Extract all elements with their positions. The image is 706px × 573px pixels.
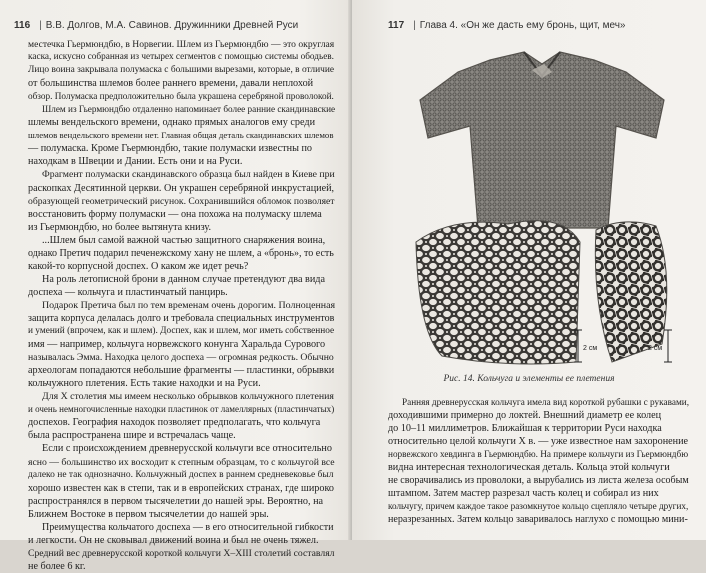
text-line: неразрезанных. Затем кольцо заваривалось наглухо с помощью мини- (388, 514, 688, 526)
scale-label-1: 2 см (583, 345, 598, 352)
text-line: раскопках Десятинной церкви. Он украшен серебряной инкрустацией, (28, 182, 335, 194)
text-line: однако Претич подарил печенежскому хану не шлем, а «бронь», то есть (28, 247, 334, 259)
text-line: Для X столетия мы имеем несколько обрывков кольчужного плетения (42, 391, 334, 403)
text-line: Ближнем Востоке в первом тысячелетии до нашей эры. (28, 508, 269, 520)
text-line: — полумаска. Кроме Гьермюндбю, такие полумаски известны по (28, 143, 313, 155)
text-line: называлась Эмма. Находка целого доспеха — огромная редкость. Обычно (28, 352, 334, 364)
text-line: защита корпуса делалась долго и требовала специальных инструментов (28, 312, 335, 324)
text-line: ...Шлем был самой важной частью защитного снаряжения воина, (42, 234, 326, 246)
text-line: не более 6 кг. (28, 560, 86, 572)
text-line: восстановить форму полумаски — она похожа на полумаску шлема (28, 208, 322, 220)
text-line: шлемы вендельского времени, однако прямых аналогов ему среди (28, 117, 316, 129)
text-line: доспехов. География находок позволяет предполагать, что кольчуга (28, 417, 321, 429)
text-line: видна интересная технологическая деталь. Кольца этой кольчуги (388, 462, 670, 474)
text-line: кольчужного плетения. Есть такие находки и на Руси. (28, 378, 261, 390)
left-body-text (28, 38, 334, 573)
text-line: доспеха — кольчуга и пластинчатый панцирь. (28, 286, 228, 298)
text-line: и очень немногочисленные находки пластинок от ламеллярных (пластинчатых) (28, 404, 335, 415)
text-line: имя — например, кольчуга норвежского конунга Харальда Сурового (28, 339, 326, 351)
text-line: кольчугу, причем каждое такое разомкнутое кольцо сцепляло четыре других, (388, 501, 689, 512)
text-line: далеко не так однозначно. Кольчужный доспех в раннем средневековье был (28, 469, 334, 480)
right-running-header: 117 | Глава 4. «Он же дасть ему бронь, щит, меч» (388, 20, 626, 31)
text-line: Лицо воина закрывала полумаска с большими вырезами, которые, в отличие (28, 65, 335, 76)
text-line: распространялся в первом тысячелетии до нашей эры. Вероятно, на (28, 495, 324, 507)
text-line: каска, искусно собранная из четырех сегментов с помощью системы ободьев. (28, 52, 334, 63)
text-line: норвежского хевдинга в Гьермюндбю. На примере кольчуги из Гьермюндбю (388, 449, 689, 460)
figure-caption: Рис. 14. Кольчуга и элементы ее плетения (443, 374, 615, 384)
right-running-head: Глава 4. «Он же дасть ему бронь, щит, меч» (419, 20, 626, 31)
text-line: ясно — большинство их восходит к степным образцам, то с кольчугой все (28, 456, 335, 468)
text-line: археологам попадаются небольшие фрагменты — пластинки, обрывки (28, 365, 335, 377)
text-line: хорошо известен как в степи, так и в европейских странах, где широко (28, 482, 334, 494)
text-line: до 10–11 миллиметров. Ближайшая к территории Руси находка (388, 423, 662, 435)
left-running-header: 116 | В.В. Долгов, М.А. Савинов. Дружинники Древней Руси (14, 20, 299, 31)
text-line: от большинства шлемов более раннего времени, давали неплохой (28, 78, 314, 90)
right-page (352, 0, 706, 540)
text-line: находкам в Швеции и Дании. Есть они и на Руси. (28, 156, 243, 168)
text-line: шлемов вендельского времени нет. Главная общая деталь скандинавских шлемов (28, 130, 334, 141)
text-line: Если с происхождением древнерусской кольчуги все относительно (42, 443, 332, 455)
text-line: какой-то корпусной доспех. О каком же идет речь? (28, 260, 249, 272)
right-body-text (388, 396, 688, 526)
text-line: местечка Гьермюндбю, в Норвегии. Шлем из Гьермюндбю — это округлая (28, 39, 335, 50)
text-line: штампом. Затем мастер разрезал часть колец и собирал из них (388, 488, 659, 500)
text-line: Средний вес древнерусской короткой кольчуги X–XIII столетий составлял (28, 547, 335, 559)
chainmail-shirt-image (412, 42, 672, 232)
text-line: не сворачивались из проволоки, а вырубались из листа железа особым (388, 475, 689, 487)
chainmail-weave-details (412, 212, 682, 370)
text-line: Преимущества кольчатого доспеха — в его относительной гибкости (42, 521, 334, 533)
text-line: доходившими примерно до локтей. Внешний диаметр ее колец (388, 410, 662, 422)
text-line: Подарок Претича был по тем временам очень дорогим. Полноценная (42, 299, 336, 311)
left-page (0, 0, 352, 572)
text-line: была распространена шире и встречалась чаще. (28, 430, 236, 442)
left-page-number: 116 (14, 20, 31, 31)
text-line: Фрагмент полумаски скандинавского образца был найден в Киеве при (42, 169, 335, 181)
text-line: Шлем из Гьермюндбю отдаленно напоминает более ранние скандинавские (42, 104, 336, 115)
text-line: На роль летописной брони в данном случае претендуют два вида (42, 273, 325, 285)
scale-label-2: 2 см (648, 345, 663, 352)
right-page-number: 117 (388, 20, 405, 31)
text-line: Ранняя древнерусская кольчуга имела вид короткой рубашки с рукавами, (402, 397, 690, 407)
text-line: и умений (впрочем, как и шлем). Доспех, как и шлем, мог иметь собственное (28, 326, 335, 337)
text-line: образующей геометрический рисунок. Сохранившийся обломок позволяет (28, 195, 335, 207)
text-line: и легкости. Он не сковывал движений воина и был не очень тяжел. (28, 534, 319, 546)
text-line: относительно целой кольчуги X в. — уже известное нам захоронение (388, 436, 689, 448)
left-running-head: В.В. Долгов, М.А. Савинов. Дружинники Древней Руси (45, 20, 299, 31)
text-line: обзор. Полумаска предположительно была украшена серебряной проволокой. (28, 91, 334, 102)
text-line: из Гьермюндбю, но более вытянута книзу. (28, 221, 211, 233)
